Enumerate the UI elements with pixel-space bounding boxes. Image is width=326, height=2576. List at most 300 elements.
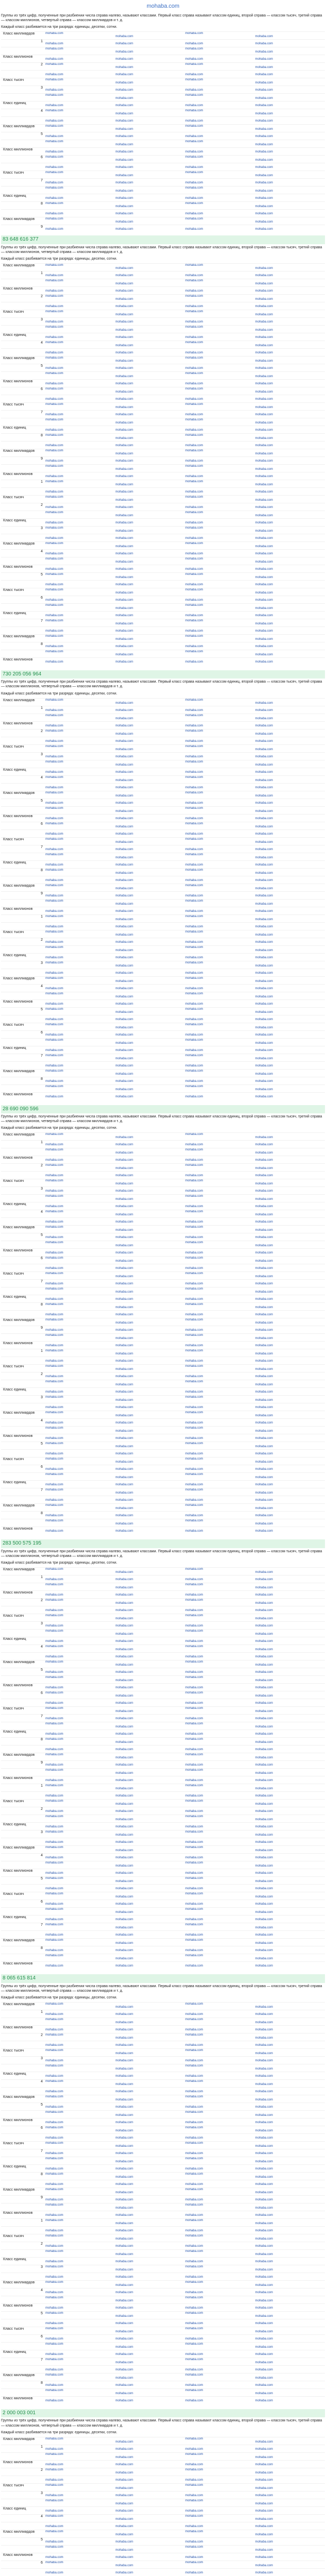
site-link[interactable]: mohaba.com xyxy=(255,514,273,517)
site-link[interactable]: mohaba.com xyxy=(115,755,134,758)
site-link[interactable]: mohaba.com xyxy=(255,1514,273,1518)
site-link[interactable]: mohaba.com xyxy=(45,1908,63,1911)
site-link[interactable]: mohaba.com xyxy=(45,894,63,897)
site-link[interactable]: mohaba.com xyxy=(185,1195,203,1198)
site-link[interactable]: mohaba.com xyxy=(185,109,203,113)
site-link[interactable]: mohaba.com xyxy=(185,2126,203,2129)
site-link[interactable]: mohaba.com xyxy=(45,335,63,339)
site-link[interactable]: mohaba.com xyxy=(185,1226,203,1229)
site-link[interactable]: mohaba.com xyxy=(115,708,134,712)
site-link[interactable]: mohaba.com xyxy=(45,2383,63,2387)
site-link[interactable]: mohaba.com xyxy=(255,1057,273,1060)
site-link[interactable]: mohaba.com xyxy=(185,2198,203,2201)
site-link[interactable]: mohaba.com xyxy=(255,1594,273,1597)
site-link[interactable]: mohaba.com xyxy=(255,887,273,890)
site-link[interactable]: mohaba.com xyxy=(255,1445,273,1449)
site-link[interactable]: mohaba.com xyxy=(185,806,203,810)
site-link[interactable]: mohaba.com xyxy=(255,2244,273,2248)
site-link[interactable]: mohaba.com xyxy=(185,1468,203,1471)
site-link[interactable]: mohaba.com xyxy=(115,335,134,339)
site-link[interactable]: mohaba.com xyxy=(115,645,134,648)
site-link[interactable]: mohaba.com xyxy=(185,1846,203,1850)
site-link[interactable]: mohaba.com xyxy=(115,2136,134,2140)
site-link[interactable]: mohaba.com xyxy=(115,1244,134,1248)
site-link[interactable]: mohaba.com xyxy=(45,1303,63,1307)
site-link[interactable]: mohaba.com xyxy=(45,1411,63,1415)
site-link[interactable]: mohaba.com xyxy=(255,1483,273,1487)
site-link[interactable]: mohaba.com xyxy=(115,732,134,736)
site-link[interactable]: mohaba.com xyxy=(185,945,203,949)
site-link[interactable]: mohaba.com xyxy=(115,1406,134,1410)
site-link[interactable]: mohaba.com xyxy=(185,371,203,375)
site-link[interactable]: mohaba.com xyxy=(45,444,63,447)
site-link[interactable]: mohaba.com xyxy=(255,436,273,440)
site-link[interactable]: mohaba.com xyxy=(45,2337,63,2341)
site-link[interactable]: mohaba.com xyxy=(45,739,63,743)
site-link[interactable]: mohaba.com xyxy=(185,2033,203,2037)
site-link[interactable]: mohaba.com xyxy=(255,832,273,836)
site-link[interactable]: mohaba.com xyxy=(185,1437,203,1440)
site-link[interactable]: mohaba.com xyxy=(185,1002,203,1006)
site-link[interactable]: mohaba.com xyxy=(255,1609,273,1613)
site-link[interactable]: mohaba.com xyxy=(185,2203,203,2207)
site-link[interactable]: mohaba.com xyxy=(255,1664,273,1667)
site-link[interactable]: mohaba.com xyxy=(45,1738,63,1741)
site-link[interactable]: mohaba.com xyxy=(115,289,134,293)
site-link[interactable]: mohaba.com xyxy=(115,1586,134,1590)
site-link[interactable]: mohaba.com xyxy=(255,1344,273,1348)
site-link[interactable]: mohaba.com xyxy=(255,89,273,92)
site-link[interactable]: mohaba.com xyxy=(115,1018,134,1021)
site-link[interactable]: mohaba.com xyxy=(185,817,203,820)
site-link[interactable]: mohaba.com xyxy=(185,775,203,779)
site-link[interactable]: mohaba.com xyxy=(115,1609,134,1613)
site-link[interactable]: mohaba.com xyxy=(185,1655,203,1659)
site-link[interactable]: mohaba.com xyxy=(115,1275,134,1279)
site-link[interactable]: mohaba.com xyxy=(185,1236,203,1240)
site-link[interactable]: mohaba.com xyxy=(185,837,203,841)
site-link[interactable]: mohaba.com xyxy=(115,1492,134,1495)
site-link[interactable]: mohaba.com xyxy=(45,356,63,360)
site-link[interactable]: mohaba.com xyxy=(45,1594,63,1597)
site-link[interactable]: mohaba.com xyxy=(255,467,273,471)
site-link[interactable]: mohaba.com xyxy=(45,2437,63,2441)
site-link[interactable]: mohaba.com xyxy=(115,2478,134,2482)
site-link[interactable]: mohaba.com xyxy=(45,837,63,841)
site-link[interactable]: mohaba.com xyxy=(115,1213,134,1217)
site-link[interactable]: mohaba.com xyxy=(115,1198,134,1201)
site-link[interactable]: mohaba.com xyxy=(45,1221,63,1224)
site-link[interactable]: mohaba.com xyxy=(255,1010,273,1014)
site-link[interactable]: mohaba.com xyxy=(45,187,63,190)
site-link[interactable]: mohaba.com xyxy=(45,572,63,576)
site-link[interactable]: mohaba.com xyxy=(45,1846,63,1850)
site-link[interactable]: mohaba.com xyxy=(115,1507,134,1511)
site-link[interactable]: mohaba.com xyxy=(255,987,273,990)
site-link[interactable]: mohaba.com xyxy=(255,2540,273,2544)
site-link[interactable]: mohaba.com xyxy=(45,914,63,918)
site-link[interactable]: mohaba.com xyxy=(45,1964,63,1968)
site-link[interactable]: mohaba.com xyxy=(115,1352,134,1356)
site-link[interactable]: mohaba.com xyxy=(45,325,63,329)
site-link[interactable]: mohaba.com xyxy=(185,2545,203,2549)
site-link[interactable]: mohaba.com xyxy=(185,120,203,123)
site-link[interactable]: mohaba.com xyxy=(185,863,203,867)
site-link[interactable]: mohaba.com xyxy=(115,1624,134,1628)
site-link[interactable]: mohaba.com xyxy=(115,1849,134,1853)
site-link[interactable]: mohaba.com xyxy=(185,1442,203,1446)
site-link[interactable]: mohaba.com xyxy=(115,871,134,875)
site-link[interactable]: mohaba.com xyxy=(45,634,63,638)
site-link[interactable]: mohaba.com xyxy=(185,1391,203,1394)
site-link[interactable]: mohaba.com xyxy=(185,1779,203,1783)
site-link[interactable]: mohaba.com xyxy=(255,701,273,705)
site-link[interactable]: mohaba.com xyxy=(115,1764,134,1767)
site-link[interactable]: mohaba.com xyxy=(185,2373,203,2377)
site-link[interactable]: mohaba.com xyxy=(185,940,203,944)
site-link[interactable]: mohaba.com xyxy=(115,1926,134,1930)
site-link[interactable]: mohaba.com xyxy=(45,120,63,123)
site-link[interactable]: mohaba.com xyxy=(45,217,63,221)
site-link[interactable]: mohaba.com xyxy=(255,2052,273,2055)
site-link[interactable]: mohaba.com xyxy=(115,1895,134,1899)
site-link[interactable]: mohaba.com xyxy=(185,2514,203,2518)
site-link[interactable]: mohaba.com xyxy=(185,619,203,622)
site-link[interactable]: mohaba.com xyxy=(45,1007,63,1011)
site-link[interactable]: mohaba.com xyxy=(255,2191,273,2194)
site-link[interactable]: mohaba.com xyxy=(115,2260,134,2263)
site-link[interactable]: mohaba.com xyxy=(115,1313,134,1317)
site-link[interactable]: mohaba.com xyxy=(45,1054,63,1057)
site-link[interactable]: mohaba.com xyxy=(45,987,63,990)
site-link[interactable]: mohaba.com xyxy=(45,629,63,633)
site-link[interactable]: mohaba.com xyxy=(255,1383,273,1387)
site-link[interactable]: mohaba.com xyxy=(255,289,273,293)
site-link[interactable]: mohaba.com xyxy=(255,2151,273,2155)
site-link[interactable]: mohaba.com xyxy=(185,1038,203,1042)
site-link[interactable]: mohaba.com xyxy=(115,228,134,231)
site-link[interactable]: mohaba.com xyxy=(45,1195,63,1198)
site-link[interactable]: mohaba.com xyxy=(185,279,203,282)
site-link[interactable]: mohaba.com xyxy=(115,2376,134,2380)
site-link[interactable]: mohaba.com xyxy=(45,2540,63,2544)
site-link[interactable]: mohaba.com xyxy=(115,717,134,720)
site-link[interactable]: mohaba.com xyxy=(255,2222,273,2225)
site-link[interactable]: mohaba.com xyxy=(45,1954,63,1958)
site-link[interactable]: mohaba.com xyxy=(255,1375,273,1379)
site-link[interactable]: mohaba.com xyxy=(255,2129,273,2132)
site-link[interactable]: mohaba.com xyxy=(255,1360,273,1363)
site-link[interactable]: mohaba.com xyxy=(115,1476,134,1480)
site-link[interactable]: mohaba.com xyxy=(45,863,63,867)
site-link[interactable]: mohaba.com xyxy=(45,2306,63,2310)
site-link[interactable]: mohaba.com xyxy=(115,2129,134,2132)
site-link[interactable]: mohaba.com xyxy=(255,902,273,906)
site-link[interactable]: mohaba.com xyxy=(45,1707,63,1710)
site-link[interactable]: mohaba.com xyxy=(115,97,134,100)
site-link[interactable]: mohaba.com xyxy=(255,390,273,394)
site-link[interactable]: mohaba.com xyxy=(115,1057,134,1060)
site-link[interactable]: mohaba.com xyxy=(255,2502,273,2505)
site-link[interactable]: mohaba.com xyxy=(115,120,134,123)
site-link[interactable]: mohaba.com xyxy=(115,2361,134,2364)
site-link[interactable]: mohaba.com xyxy=(185,744,203,748)
site-link[interactable]: mohaba.com xyxy=(115,1741,134,1744)
site-link[interactable]: mohaba.com xyxy=(185,2524,203,2528)
site-link[interactable]: mohaba.com xyxy=(185,402,203,406)
site-link[interactable]: mohaba.com xyxy=(255,2160,273,2163)
site-link[interactable]: mohaba.com xyxy=(115,2345,134,2349)
site-link[interactable]: mohaba.com xyxy=(255,2571,273,2574)
site-link[interactable]: mohaba.com xyxy=(255,2291,273,2294)
site-link[interactable]: mohaba.com xyxy=(115,421,134,425)
site-link[interactable]: mohaba.com xyxy=(115,1260,134,1263)
site-link[interactable]: mohaba.com xyxy=(45,1344,63,1348)
site-link[interactable]: mohaba.com xyxy=(255,825,273,828)
site-link[interactable]: mohaba.com xyxy=(45,940,63,944)
site-link[interactable]: mohaba.com xyxy=(185,2275,203,2279)
site-link[interactable]: mohaba.com xyxy=(185,294,203,298)
site-link[interactable]: mohaba.com xyxy=(115,964,134,968)
site-link[interactable]: mohaba.com xyxy=(115,1414,134,1418)
site-link[interactable]: mohaba.com xyxy=(185,1054,203,1057)
site-link[interactable]: mohaba.com xyxy=(255,2509,273,2513)
site-link[interactable]: mohaba.com xyxy=(45,294,63,298)
site-link[interactable]: mohaba.com xyxy=(115,2237,134,2241)
site-link[interactable]: mohaba.com xyxy=(115,135,134,139)
site-link[interactable]: mohaba.com xyxy=(45,1360,63,1363)
site-link[interactable]: mohaba.com xyxy=(255,1834,273,1837)
site-link[interactable]: mohaba.com xyxy=(115,583,134,586)
site-link[interactable]: mohaba.com xyxy=(115,1167,134,1171)
site-link[interactable]: mohaba.com xyxy=(185,1396,203,1399)
site-link[interactable]: mohaba.com xyxy=(185,1499,203,1502)
site-link[interactable]: mohaba.com xyxy=(115,428,134,432)
site-link[interactable]: mohaba.com xyxy=(45,1872,63,1875)
site-link[interactable]: mohaba.com xyxy=(185,228,203,231)
site-link[interactable]: mohaba.com xyxy=(185,1411,203,1415)
site-link[interactable]: mohaba.com xyxy=(115,1221,134,1224)
site-link[interactable]: mohaba.com xyxy=(115,1360,134,1363)
site-link[interactable]: mohaba.com xyxy=(115,514,134,517)
site-link[interactable]: mohaba.com xyxy=(45,320,63,324)
site-link[interactable]: mohaba.com xyxy=(115,1756,134,1760)
site-link[interactable]: mohaba.com xyxy=(115,1048,134,1052)
site-link[interactable]: mohaba.com xyxy=(115,1856,134,1860)
site-link[interactable]: mohaba.com xyxy=(115,560,134,564)
site-link[interactable]: mohaba.com xyxy=(115,483,134,486)
site-link[interactable]: mohaba.com xyxy=(45,930,63,934)
site-link[interactable]: mohaba.com xyxy=(115,653,134,656)
site-link[interactable]: mohaba.com xyxy=(45,2074,63,2078)
site-link[interactable]: mohaba.com xyxy=(185,2321,203,2325)
site-link[interactable]: mohaba.com xyxy=(115,2244,134,2248)
site-link[interactable]: mohaba.com xyxy=(115,1640,134,1643)
site-link[interactable]: mohaba.com xyxy=(255,143,273,147)
site-link[interactable]: mohaba.com xyxy=(45,1630,63,1633)
site-link[interactable]: mohaba.com xyxy=(185,428,203,432)
site-link[interactable]: mohaba.com xyxy=(255,1942,273,1945)
site-link[interactable]: mohaba.com xyxy=(185,2530,203,2533)
site-link[interactable]: mohaba.com xyxy=(185,2213,203,2217)
site-link[interactable]: mohaba.com xyxy=(115,724,134,727)
site-link[interactable]: mohaba.com xyxy=(115,2043,134,2047)
site-link[interactable]: mohaba.com xyxy=(115,2268,134,2272)
site-link[interactable]: mohaba.com xyxy=(255,1725,273,1729)
site-link[interactable]: mohaba.com xyxy=(45,2499,63,2502)
site-link[interactable]: mohaba.com xyxy=(45,42,63,46)
site-link[interactable]: mohaba.com xyxy=(185,263,203,267)
site-link[interactable]: mohaba.com xyxy=(185,94,203,97)
site-link[interactable]: mohaba.com xyxy=(45,402,63,406)
site-link[interactable]: mohaba.com xyxy=(115,2517,134,2521)
site-link[interactable]: mohaba.com xyxy=(115,2028,134,2031)
site-link[interactable]: mohaba.com xyxy=(45,1923,63,1927)
site-link[interactable]: mohaba.com xyxy=(115,159,134,162)
site-link[interactable]: mohaba.com xyxy=(45,1190,63,1193)
site-link[interactable]: mohaba.com xyxy=(255,1964,273,1968)
site-link[interactable]: mohaba.com xyxy=(185,1427,203,1430)
site-link[interactable]: mohaba.com xyxy=(185,140,203,144)
site-link[interactable]: mohaba.com xyxy=(115,81,134,85)
site-link[interactable]: mohaba.com xyxy=(115,2067,134,2071)
site-link[interactable]: mohaba.com xyxy=(45,511,63,514)
site-link[interactable]: mohaba.com xyxy=(45,1892,63,1896)
site-link[interactable]: mohaba.com xyxy=(45,1148,63,1152)
site-link[interactable]: mohaba.com xyxy=(255,1756,273,1760)
site-link[interactable]: mohaba.com xyxy=(255,724,273,727)
site-link[interactable]: mohaba.com xyxy=(255,498,273,502)
site-link[interactable]: mohaba.com xyxy=(115,637,134,641)
site-link[interactable]: mohaba.com xyxy=(185,698,203,702)
site-link[interactable]: mohaba.com xyxy=(115,817,134,820)
site-link[interactable]: mohaba.com xyxy=(185,1583,203,1587)
site-link[interactable]: mohaba.com xyxy=(255,2074,273,2078)
site-link[interactable]: mohaba.com xyxy=(45,971,63,975)
site-link[interactable]: mohaba.com xyxy=(255,2082,273,2086)
site-link[interactable]: mohaba.com xyxy=(255,1002,273,1006)
site-link[interactable]: mohaba.com xyxy=(115,2074,134,2078)
site-link[interactable]: mohaba.com xyxy=(255,1329,273,1332)
site-link[interactable]: mohaba.com xyxy=(115,1694,134,1698)
site-link[interactable]: mohaba.com xyxy=(115,2182,134,2186)
site-link[interactable]: mohaba.com xyxy=(45,505,63,509)
site-link[interactable]: mohaba.com xyxy=(45,1064,63,1067)
site-link[interactable]: mohaba.com xyxy=(185,63,203,66)
site-link[interactable]: mohaba.com xyxy=(185,1174,203,1178)
site-link[interactable]: mohaba.com xyxy=(115,1072,134,1076)
site-link[interactable]: mohaba.com xyxy=(185,2121,203,2124)
site-link[interactable]: mohaba.com xyxy=(115,801,134,805)
site-link[interactable]: mohaba.com xyxy=(115,366,134,370)
site-link[interactable]: mohaba.com xyxy=(255,1018,273,1021)
site-link[interactable]: mohaba.com xyxy=(255,1492,273,1495)
site-link[interactable]: mohaba.com xyxy=(115,1578,134,1582)
site-link[interactable]: mohaba.com xyxy=(255,228,273,231)
site-link[interactable]: mohaba.com xyxy=(45,1815,63,1819)
site-link[interactable]: mohaba.com xyxy=(185,156,203,159)
site-link[interactable]: mohaba.com xyxy=(45,1164,63,1167)
site-link[interactable]: mohaba.com xyxy=(115,1010,134,1014)
site-link[interactable]: mohaba.com xyxy=(185,1069,203,1073)
site-link[interactable]: mohaba.com xyxy=(185,495,203,499)
site-link[interactable]: mohaba.com xyxy=(45,1691,63,1695)
site-link[interactable]: mohaba.com xyxy=(185,1877,203,1880)
site-link[interactable]: mohaba.com xyxy=(45,1764,63,1767)
site-link[interactable]: mohaba.com xyxy=(115,1461,134,1464)
site-link[interactable]: mohaba.com xyxy=(45,78,63,82)
site-link[interactable]: mohaba.com xyxy=(255,304,273,308)
site-link[interactable]: mohaba.com xyxy=(185,335,203,339)
site-link[interactable]: mohaba.com xyxy=(115,2113,134,2117)
site-link[interactable]: mohaba.com xyxy=(45,2342,63,2346)
site-link[interactable]: mohaba.com xyxy=(115,1686,134,1690)
site-link[interactable]: mohaba.com xyxy=(115,1957,134,1961)
site-link[interactable]: mohaba.com xyxy=(185,976,203,980)
site-link[interactable]: mohaba.com xyxy=(185,187,203,190)
site-link[interactable]: mohaba.com xyxy=(45,1272,63,1276)
site-link[interactable]: mohaba.com xyxy=(115,2059,134,2062)
site-link[interactable]: mohaba.com xyxy=(255,1291,273,1294)
site-link[interactable]: mohaba.com xyxy=(115,2548,134,2552)
site-link[interactable]: mohaba.com xyxy=(115,1298,134,1301)
site-link[interactable]: mohaba.com xyxy=(45,1427,63,1430)
site-link[interactable]: mohaba.com xyxy=(115,436,134,440)
site-link[interactable]: mohaba.com xyxy=(185,1825,203,1829)
site-link[interactable]: mohaba.com xyxy=(255,328,273,332)
site-link[interactable]: mohaba.com xyxy=(255,1733,273,1736)
site-link[interactable]: mohaba.com xyxy=(255,166,273,170)
site-link[interactable]: mohaba.com xyxy=(255,637,273,641)
site-link[interactable]: mohaba.com xyxy=(45,2494,63,2497)
site-link[interactable]: mohaba.com xyxy=(185,1686,203,1690)
site-link[interactable]: mohaba.com xyxy=(255,1136,273,1140)
site-link[interactable]: mohaba.com xyxy=(115,2471,134,2475)
site-link[interactable]: mohaba.com xyxy=(185,1148,203,1152)
site-link[interactable]: mohaba.com xyxy=(115,452,134,455)
site-link[interactable]: mohaba.com xyxy=(185,557,203,561)
site-link[interactable]: mohaba.com xyxy=(255,1437,273,1440)
site-link[interactable]: mohaba.com xyxy=(255,2105,273,2109)
site-link[interactable]: mohaba.com xyxy=(45,2218,63,2222)
site-link[interactable]: mohaba.com xyxy=(115,2352,134,2356)
site-link[interactable]: mohaba.com xyxy=(255,1244,273,1248)
site-link[interactable]: mohaba.com xyxy=(45,660,63,664)
site-link[interactable]: mohaba.com xyxy=(45,786,63,789)
site-link[interactable]: mohaba.com xyxy=(185,444,203,447)
site-link[interactable]: mohaba.com xyxy=(255,598,273,602)
site-link[interactable]: mohaba.com xyxy=(185,2327,203,2330)
site-link[interactable]: mohaba.com xyxy=(45,899,63,903)
site-link[interactable]: mohaba.com xyxy=(45,755,63,758)
site-link[interactable]: mohaba.com xyxy=(255,2182,273,2186)
site-link[interactable]: mohaba.com xyxy=(185,2095,203,2098)
site-link[interactable]: mohaba.com xyxy=(185,1856,203,1860)
site-link[interactable]: mohaba.com xyxy=(115,786,134,789)
site-link[interactable]: mohaba.com xyxy=(185,521,203,524)
site-link[interactable]: mohaba.com xyxy=(255,1064,273,1067)
site-link[interactable]: mohaba.com xyxy=(115,498,134,502)
site-link[interactable]: mohaba.com xyxy=(185,1784,203,1788)
site-link[interactable]: mohaba.com xyxy=(255,856,273,859)
site-link[interactable]: mohaba.com xyxy=(115,1949,134,1953)
site-link[interactable]: mohaba.com xyxy=(45,1568,63,1571)
site-link[interactable]: mohaba.com xyxy=(185,583,203,586)
site-link[interactable]: mohaba.com xyxy=(255,274,273,277)
site-link[interactable]: mohaba.com xyxy=(185,1594,203,1597)
site-link[interactable]: mohaba.com xyxy=(115,174,134,178)
site-link[interactable]: mohaba.com xyxy=(115,763,134,767)
